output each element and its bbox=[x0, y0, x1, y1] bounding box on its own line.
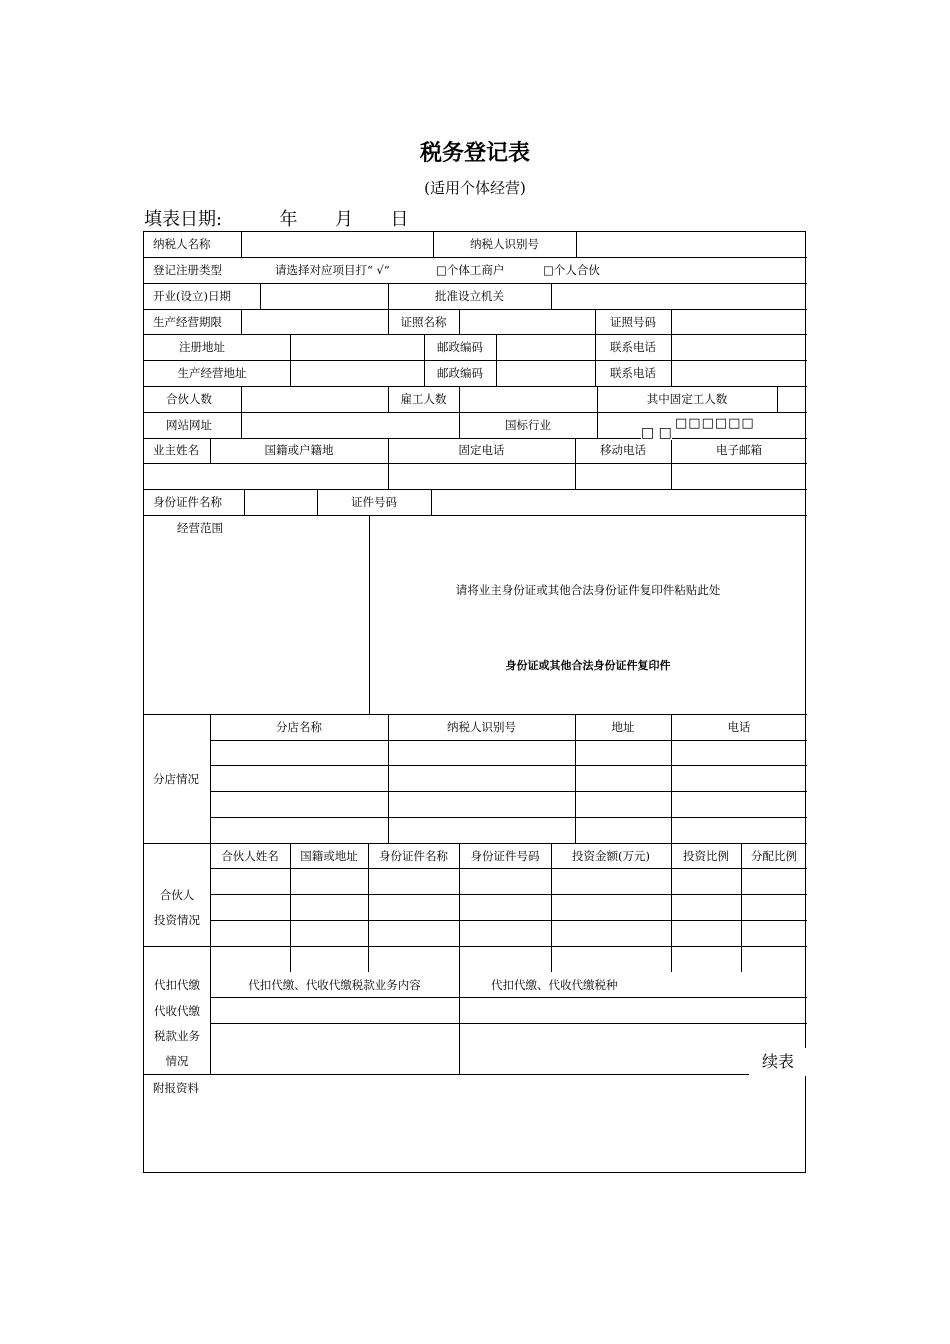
partner-id-no-header: 身份证件号码 bbox=[470, 849, 540, 863]
branch-section-label: 分店情况 bbox=[153, 772, 199, 786]
fill-date-month: 月 bbox=[335, 209, 354, 230]
biz-address-label: 生产经营地址 bbox=[177, 366, 247, 380]
partner-investment-header: 投资金额(万元) bbox=[572, 849, 650, 863]
paste-hint: 请将业主身份证或其他合法身份证件复印件粘贴此处 bbox=[455, 583, 721, 597]
continued-label: 续表 bbox=[749, 1048, 807, 1076]
branch-name-header: 分店名称 bbox=[276, 720, 322, 734]
partner-dist-ratio-header: 分配比例 bbox=[751, 849, 797, 863]
reg-type-hint: 请选择对应项目打“ √” bbox=[275, 263, 390, 277]
approve-org-label: 批准设立机关 bbox=[435, 289, 504, 303]
industry-label: 国标行业 bbox=[505, 418, 551, 432]
partner-invest-ratio-header: 投资比例 bbox=[683, 849, 729, 863]
taxpayer-id-label: 纳税人识别号 bbox=[470, 237, 539, 251]
fill-date-year: 年 bbox=[279, 209, 298, 230]
fill-date-day: 日 bbox=[390, 209, 409, 230]
owner-name-label: 业主姓名 bbox=[153, 443, 199, 457]
branch-phone-header: 电话 bbox=[727, 720, 751, 734]
website-label: 网站网址 bbox=[166, 418, 212, 432]
industry-code-boxes-extra[interactable]: □ □ bbox=[641, 425, 672, 441]
employees-label: 雇工人数 bbox=[400, 392, 447, 406]
reg-type-label: 登记注册类型 bbox=[153, 263, 222, 277]
id-copy-area: 身份证或其他合法身份证件复印件 bbox=[505, 659, 671, 672]
doc-no-label: 证件号码 bbox=[351, 495, 397, 509]
option-personal-partnership[interactable]: □个人合伙 bbox=[543, 263, 600, 277]
period-label: 生产经营期限 bbox=[153, 315, 222, 329]
fill-date-label: 填表日期: bbox=[144, 209, 223, 230]
postcode-label-2: 邮政编码 bbox=[437, 366, 483, 380]
partner-section-label-1: 合伙人 bbox=[159, 888, 195, 902]
withholding-content-header: 代扣代缴、代收代缴税款业务内容 bbox=[248, 978, 421, 992]
registration-table bbox=[143, 231, 806, 1173]
taxpayer-name-label: 纳税人名称 bbox=[153, 237, 211, 251]
partner-name-header: 合伙人姓名 bbox=[221, 849, 279, 863]
partner-nationality-header: 国籍或地址 bbox=[300, 849, 358, 863]
partner-id-name-header: 身份证件名称 bbox=[379, 849, 448, 863]
branch-address-header: 地址 bbox=[611, 720, 635, 734]
license-no-label: 证照号码 bbox=[610, 315, 656, 329]
form-title: 税务登记表 bbox=[419, 141, 530, 166]
form-subtitle: (适用个体经营) bbox=[424, 179, 526, 197]
withholding-label-2: 代收代缴 bbox=[154, 1004, 200, 1018]
reg-address-label: 注册地址 bbox=[179, 340, 225, 354]
phone-label-2: 联系电话 bbox=[610, 366, 656, 380]
postcode-label-1: 邮政编码 bbox=[437, 340, 483, 354]
withholding-label-1: 代扣代缴 bbox=[154, 978, 200, 992]
mobile-label: 移动电话 bbox=[600, 443, 646, 457]
partners-count-label: 合伙人数 bbox=[166, 392, 212, 406]
withholding-label-3: 税款业务 bbox=[154, 1029, 200, 1043]
industry-code-boxes[interactable]: □□□□□□ bbox=[675, 416, 755, 431]
branch-taxid-header: 纳税人识别号 bbox=[447, 720, 516, 734]
scope-label: 经营范围 bbox=[177, 521, 223, 535]
attachments-label: 附报资料 bbox=[153, 1081, 199, 1095]
license-name-label: 证照名称 bbox=[400, 315, 447, 329]
withholding-label-4: 情况 bbox=[165, 1054, 189, 1068]
nationality-label: 国籍或户籍地 bbox=[264, 443, 334, 457]
withholding-tax-header: 代扣代缴、代收代缴税种 bbox=[491, 978, 618, 992]
id-doc-name-label: 身份证件名称 bbox=[153, 495, 222, 509]
landline-label: 固定电话 bbox=[458, 443, 505, 457]
email-label: 电子邮箱 bbox=[716, 443, 762, 457]
open-date-label: 开业(设立)日期 bbox=[153, 289, 231, 303]
phone-label-1: 联系电话 bbox=[610, 340, 656, 354]
fill-date-line bbox=[144, 205, 408, 231]
partner-section-label-2: 投资情况 bbox=[154, 913, 200, 927]
option-individual-business[interactable]: □个体工商户 bbox=[436, 263, 505, 277]
fixed-workers-label: 其中固定工人数 bbox=[646, 392, 728, 406]
